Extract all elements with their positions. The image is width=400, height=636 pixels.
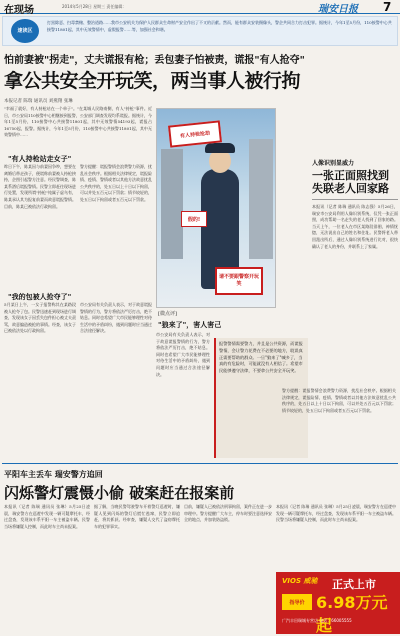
ad-price-label: 指导价	[282, 594, 312, 610]
section-name: 在现场	[4, 5, 34, 16]
main-lead: "幸福了就好，有人持枪站在一个单子"。"在某城人民路南侧，有人"持枪"事件。近日，市公安局110接警中心相继接到报警，公安部门调查发现均系谎报。据统计，今年1至5月份，110接警中心共接警11801起，其中无效警情54193起，谎报占16750起，报警。据统计，今年1至5月份，110接警中心共接警11801起，其中无效警情中……	[4, 106, 152, 138]
building-left	[161, 149, 183, 259]
story2-col1: 本报讯（记者 陈瑞 通讯员 张琳）5月25日凌晨，瑞安警方在巡逻中发现一辆可疑摩托车，经过盘查，发现该车系平阳一车主被盗车辆。民警当场将嫌疑人控制，而此时车主尚未报案。	[4, 504, 90, 529]
subhead-gun: "有人持枪站走女子"	[8, 155, 72, 163]
story2-col4: 本报讯（记者 陈瑞 通讯员 张琳）5月25日凌晨，瑞安警方在巡逻中发现一辆可疑摩托车，经过盘查，发现该车系平阳一车主被盗车辆。民警当场将嫌疑人控制，而此时车主尚未报案。	[276, 504, 396, 523]
main-headline: 拿公共安全开玩笑，两当事人被行拘	[4, 70, 301, 92]
sidebar-title: 一张正面照找到失联老人回家路	[312, 169, 389, 195]
commentary-side: 市公安局有关负责人表示，对于故意谎报警情的行为，警方将依法严厉打击，绝不姑息。同时也希望广大市民能够理性对待生活中的矛盾纠纷，遇到问题时应当通过合法途径解决。	[156, 332, 210, 377]
masthead: 瑞安日报	[318, 4, 358, 15]
building-right	[249, 139, 273, 259]
ad-brand: VIOS 威驰	[282, 577, 318, 585]
subhead-bag: "我的包被人抢夺了"	[8, 293, 72, 301]
ad-price: 6.98万元起	[316, 593, 388, 635]
sidebar-kicker: 人像识别显威力	[312, 160, 355, 167]
right-column-cont: 警方提醒：谎报警情会浪费警力资源，扰乱社会秩序。根据相关法律规定，谎报险情、疫情、警情或者以其他方法故意扰乱公共秩序的，处五日以上十日以下拘留，可以并处五百元以下罚款；情节较轻的，处五日以下拘留或者五百元以下罚款。	[282, 388, 396, 413]
commentary-box: 报警警情需要警力，并且是公共资源，而谎报警情，会让警力花费在不必要的地方，耽误真正需要帮助的群众。一旦"狼来了"喊多了，当真的有危险时，可能就没有人相信了。希望市民能够遵守法律，不要拿公共安全开玩笑。	[214, 338, 308, 458]
main-col1-cont: 警方提醒：谎报警情会浪费警力资源，扰乱社会秩序。根据相关法律规定，谎报险情、疫情、警情或者以其他方法故意扰乱公共秩序的，处五日以上十日以下拘留，可以并处五百元以下罚款；情节较轻的，处五日以下拘留或者五百元以下罚款。	[80, 164, 152, 202]
ad-title: 正式上市	[332, 578, 376, 591]
story2-kicker: 平阳车主丢车 瑞安警方追回	[4, 470, 103, 479]
police-photo	[156, 108, 276, 308]
main-col1: 昨日下午，陈某因与前妻因争吵，想要在离婚后带走孩子，便谎称前妻被人持枪挟持，企图引起警方注意。经民警调查，陈某系酒后谎报警情。民警立即赶往现场进行处置，发现所谓"持枪"纯属子虚乌有，陈某承认其为报复前妻而故意谎报警情。目前，陈某已被依法行政拘留。	[4, 164, 76, 209]
express-box	[2, 16, 398, 46]
section-divider	[2, 463, 398, 464]
photo-tag: [微点评]	[158, 311, 177, 317]
sign-dont-joke: 请不要跟警察开玩笑	[215, 267, 263, 295]
photo-caption: "狼来了"，害人害己	[158, 321, 222, 329]
ad-footer: 广汽丰田瑞城专营店 电话：66005555	[282, 618, 352, 623]
page-number: 7	[383, 0, 392, 14]
sidebar-rule	[312, 199, 398, 200]
story2-col3: 目前，嫌疑人已被依法刑事拘留，案件正在进一步审理中。警方提醒广大车主，停车时要注意选择安全的地点，并加装防盗锁。	[184, 504, 272, 523]
main-col2: 5月某日上午，一女子报警称其在某路段被人抢夺了包。民警迅速赶到现场进行调查，发现该女子因丢失包件担心被丈夫责骂，故意编造被抢的事情。经查，该女子已被依法处以行政拘留。	[4, 302, 76, 334]
sign-fake: 假的!	[181, 211, 207, 227]
sidebar-byline: 本报讯（记者 陈瑞 通讯员 陈志强）	[312, 204, 378, 209]
car-advertisement[interactable]	[276, 572, 400, 634]
top-strip	[0, 0, 400, 14]
main-byline: 本报记者 陈瑞 通讯员 刘燕翔 张琳	[4, 99, 73, 104]
sidebar-text: 5月26日，瑞安市公安局利用人像识别系统，仅凭一张正面照，成功帮助一名走失的老人找到了回家的路。当天上午，一位老人在市区某路段徘徊，神情恍惚，无法说出自己的姓名和住址。民警将老人带回派出所后，通过人像识别系统进行比对，很快确认了老人的身份，并联系上了家属。	[312, 204, 398, 249]
officer-cap	[205, 143, 235, 153]
dateline: 2014年5月28日 星期三 责任编辑：	[62, 4, 127, 9]
story2-headline: 闪烁警灯震慑小偷 破案赶在报案前	[4, 484, 235, 502]
main-col2-cont: 市公安局有关负责人表示，对于故意谎报警情的行为，警方将依法严厉打击，绝不姑息。同时也希望广大市民能够理性对待生活中的矛盾纠纷，遇到问题时应当通过合法途径解决。	[80, 302, 152, 334]
express-badge: 速读区	[11, 19, 39, 43]
sidebar-story	[312, 158, 398, 424]
sign-gun-robbery: 有人持枪抢劫	[168, 120, 222, 147]
main-kicker: 怕前妻被"拐走"，丈夫谎报有枪；丢包妻子怕被责，谎报"有人抢夺"	[4, 55, 305, 66]
story2-col2: 据了解，当晚民警驾驶警车开着警灯巡逻时，嫌疑人见到闪烁的警灯后慌忙逃窜，民警立即追赶，将其抓获。经审查，嫌疑人交代了盗窃摩托车的犯罪事实。	[94, 504, 180, 529]
express-text: 打黑除恶、扫毒禁赌、整治道路……我市公安机关为保护人民群众生命财产安全作出了不又的贡献。然而，能有群众安装摄像头，警企共同合力打击犯罪。据统计，今年1至5月份，110接警中心共接警11801起，其中无效警情中，虚假报警……等，加强社会和谐。	[47, 20, 392, 32]
